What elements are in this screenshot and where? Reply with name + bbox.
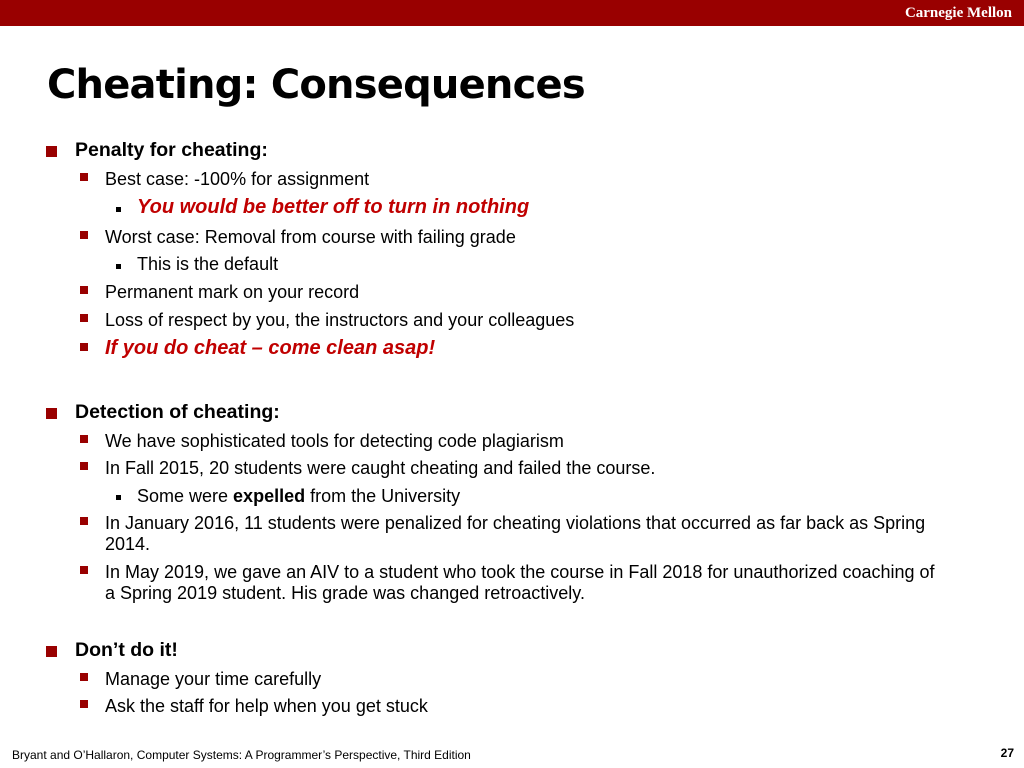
list-item: Ask the staff for help when you get stuck xyxy=(105,696,428,716)
list-item-emphasis: If you do cheat – come clean asap! xyxy=(105,337,436,359)
sub-bullet-icon xyxy=(116,264,121,269)
section-bullet-icon xyxy=(46,146,57,157)
list-item: Worst case: Removal from course with failing grade xyxy=(105,227,516,247)
item-text: Some were xyxy=(137,486,234,506)
bullet-icon xyxy=(80,435,88,443)
bullet-icon xyxy=(80,673,88,681)
list-item: Permanent mark on your record xyxy=(105,282,360,302)
bullet-icon xyxy=(80,462,88,470)
section-bullet-icon xyxy=(46,646,57,657)
list-item xyxy=(137,486,460,507)
bullet-icon xyxy=(80,343,88,351)
sub-bullet-icon xyxy=(116,207,121,212)
bullet-icon xyxy=(80,173,88,181)
list-item: This is the default xyxy=(137,254,279,274)
list-item: In Fall 2015, 20 students were caught cheating and failed the course. xyxy=(105,458,656,478)
section-heading: Penalty for cheating: xyxy=(75,139,268,161)
bullet-icon xyxy=(80,314,88,322)
list-item: Loss of respect by you, the instructors and your colleagues xyxy=(105,310,575,330)
list-item: Manage your time carefully xyxy=(105,669,322,689)
list-item: In January 2016, 11 students were penalized for cheating violations that occurred as far back as Spring 2014. xyxy=(105,513,926,554)
sub-bullet-icon xyxy=(116,495,121,500)
list-item: We have sophisticated tools for detecting code plagiarism xyxy=(105,431,564,451)
section-heading: Don’t do it! xyxy=(75,639,178,661)
section-bullet-icon xyxy=(46,408,57,419)
bullet-icon xyxy=(80,517,88,525)
page-number: 27 xyxy=(1000,746,1014,760)
list-item: Best case: -100% for assignment xyxy=(105,169,370,189)
slide-title: Cheating: Consequences xyxy=(47,62,585,108)
list-item: In May 2019, we gave an AIV to a student who took the course in Fall 2018 for unauthorized coaching of a Spring 2019 student. His grade was changed retroactively. xyxy=(105,562,935,603)
footer-citation: Bryant and O’Hallaron, Computer Systems: A Programmer’s Perspective, Third Edition xyxy=(12,748,471,762)
brand-label: Carnegie Mellon xyxy=(904,5,1012,21)
bullet-icon xyxy=(80,700,88,708)
header-bar xyxy=(0,0,1024,26)
item-bold-text: expelled xyxy=(233,486,306,506)
section-heading: Detection of cheating: xyxy=(75,401,280,423)
list-item-emphasis: You would be better off to turn in nothing xyxy=(137,196,530,218)
item-text: from the University xyxy=(305,486,461,506)
bullet-icon xyxy=(80,286,88,294)
bullet-icon xyxy=(80,231,88,239)
bullet-icon xyxy=(80,566,88,574)
